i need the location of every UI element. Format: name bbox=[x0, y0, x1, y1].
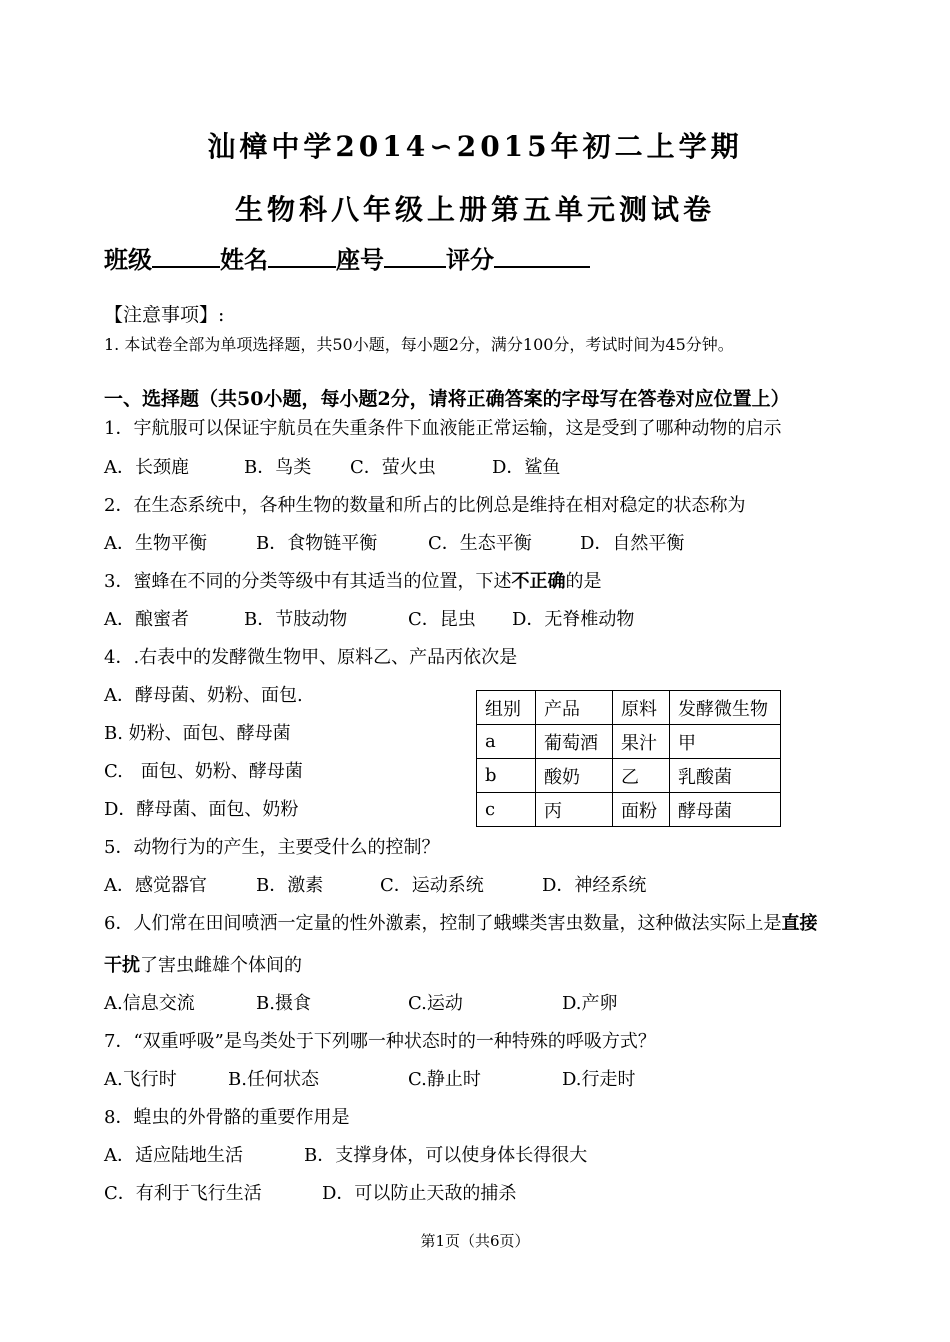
question-8-stem: 8．蝗虫的外骨骼的重要作用是 bbox=[104, 1107, 350, 1128]
question-5-stem: 5．动物行为的产生，主要受什么的控制？ bbox=[104, 837, 440, 858]
table-cell: 甲 bbox=[670, 725, 781, 759]
option[interactable]: A．酿蜜者 bbox=[104, 609, 189, 630]
question-6-stem-continued: 干扰了害虫雌雄个体间的 bbox=[104, 955, 302, 976]
option[interactable]: A．生物平衡 bbox=[104, 533, 207, 554]
option[interactable]: A．长颈鹿 bbox=[104, 457, 189, 478]
option[interactable]: A．适应陆地生活 bbox=[104, 1145, 243, 1166]
table-cell: 面粉 bbox=[613, 793, 670, 827]
table-cell: a bbox=[477, 725, 536, 759]
seat-blank[interactable] bbox=[384, 244, 446, 268]
option[interactable]: A．酵母菌、奶粉、面包. bbox=[104, 685, 303, 706]
option[interactable]: B.任何状态 bbox=[228, 1069, 319, 1090]
question-8-options-row2 bbox=[104, 1179, 516, 1205]
option[interactable]: A.信息交流 bbox=[104, 993, 195, 1014]
question-8-options-row1 bbox=[104, 1141, 587, 1167]
table-cell: c bbox=[477, 793, 536, 827]
option[interactable]: C.静止时 bbox=[408, 1069, 481, 1090]
section-heading: 一、选择题（共50小题，每小题2分，请将正确答案的字母写在答卷对应位置上） bbox=[104, 388, 790, 410]
question-2-options bbox=[104, 529, 684, 555]
question-6-options bbox=[104, 989, 618, 1015]
name-blank[interactable] bbox=[268, 244, 336, 268]
option[interactable]: D.产卵 bbox=[562, 993, 618, 1014]
question-6-stem: 6．人们常在田间喷洒一定量的性外激素，控制了蛾蝶类害虫数量，这种做法实际上是直接 bbox=[104, 913, 818, 934]
option[interactable]: D．可以防止天敌的捕杀 bbox=[322, 1183, 517, 1204]
exam-subtitle: 生物科八年级上册第五单元测试卷 bbox=[234, 193, 715, 226]
option[interactable]: B. 奶粉、面包、酵母菌 bbox=[104, 723, 291, 744]
table-row bbox=[477, 759, 781, 793]
question-7-options bbox=[104, 1065, 636, 1091]
option[interactable]: D．鲨鱼 bbox=[492, 457, 561, 478]
question-3-stem: 3．蜜蜂在不同的分类等级中有其适当的位置，下述不正确的是 bbox=[104, 571, 602, 592]
score-blank[interactable] bbox=[494, 244, 590, 268]
option[interactable]: C. 面包、奶粉、酵母菌 bbox=[104, 761, 303, 782]
option[interactable]: B．食物链平衡 bbox=[256, 533, 378, 554]
question-4-stem: 4．.右表中的发酵微生物甲、原料乙、产品丙依次是 bbox=[104, 647, 518, 668]
table-cell: 丙 bbox=[536, 793, 613, 827]
option[interactable]: C.运动 bbox=[408, 993, 463, 1014]
table-header: 原料 bbox=[613, 691, 670, 725]
question-1-options bbox=[104, 453, 560, 479]
option[interactable]: D．神经系统 bbox=[542, 875, 647, 896]
option[interactable]: C．运动系统 bbox=[380, 875, 484, 896]
option[interactable]: B．支撑身体，可以使身体长得很大 bbox=[304, 1145, 588, 1166]
table-cell: 果汁 bbox=[613, 725, 670, 759]
table-header: 产品 bbox=[536, 691, 613, 725]
table-header: 发酵微生物 bbox=[670, 691, 781, 725]
notice-heading: 【注意事项】: bbox=[104, 304, 225, 326]
table-cell: 乙 bbox=[613, 759, 670, 793]
seat-label: 座号 bbox=[336, 245, 384, 274]
table-cell: 酵母菌 bbox=[670, 793, 781, 827]
table-row bbox=[477, 793, 781, 827]
option[interactable]: C．昆虫 bbox=[408, 609, 476, 630]
score-label: 评分 bbox=[446, 245, 494, 274]
table-cell: 葡萄酒 bbox=[536, 725, 613, 759]
page-footer: 第1页（共6页） bbox=[420, 1232, 530, 1250]
option[interactable]: B.摄食 bbox=[256, 993, 311, 1014]
class-blank[interactable] bbox=[152, 244, 220, 268]
student-info-line bbox=[104, 240, 590, 275]
question-3-options bbox=[104, 605, 634, 631]
option[interactable]: C．萤火虫 bbox=[350, 457, 436, 478]
table-row bbox=[477, 725, 781, 759]
table-cell: 乳酸菌 bbox=[670, 759, 781, 793]
option[interactable]: C．生态平衡 bbox=[428, 533, 532, 554]
option[interactable]: D．自然平衡 bbox=[580, 533, 685, 554]
table-cell: 酸奶 bbox=[536, 759, 613, 793]
question-2-stem: 2．在生态系统中，各种生物的数量和所占的比例总是维持在相对稳定的状态称为 bbox=[104, 495, 746, 516]
notice-text: 1. 本试卷全部为单项选择题，共50小题，每小题2分，满分100分，考试时间为45分钟。 bbox=[104, 335, 734, 354]
option[interactable]: A.飞行时 bbox=[104, 1069, 177, 1090]
option[interactable]: D．无脊椎动物 bbox=[512, 609, 635, 630]
class-label: 班级 bbox=[104, 245, 152, 274]
question-7-stem: 7．“双重呼吸”是鸟类处于下列哪一种状态时的一种特殊的呼吸方式？ bbox=[104, 1031, 656, 1052]
table-header-row bbox=[477, 691, 781, 725]
exam-title: 汕樟中学2014∽2015年初二上学期 bbox=[207, 130, 743, 163]
option[interactable]: A．感觉器官 bbox=[104, 875, 207, 896]
option[interactable]: C．有利于飞行生活 bbox=[104, 1183, 262, 1204]
option[interactable]: B．节肢动物 bbox=[244, 609, 348, 630]
option[interactable]: D．酵母菌、面包、奶粉 bbox=[104, 799, 299, 820]
question-5-options bbox=[104, 871, 646, 897]
table-cell: b bbox=[477, 759, 536, 793]
option[interactable]: D.行走时 bbox=[562, 1069, 636, 1090]
name-label: 姓名 bbox=[220, 245, 268, 274]
option[interactable]: B．激素 bbox=[256, 875, 324, 896]
option[interactable]: B．鸟类 bbox=[244, 457, 312, 478]
question-1-stem: 1．宇航服可以保证宇航员在失重条件下血液能正常运输，这是受到了哪种动物的启示 bbox=[104, 418, 782, 439]
table-header: 组别 bbox=[477, 691, 536, 725]
fermentation-table bbox=[476, 690, 781, 827]
